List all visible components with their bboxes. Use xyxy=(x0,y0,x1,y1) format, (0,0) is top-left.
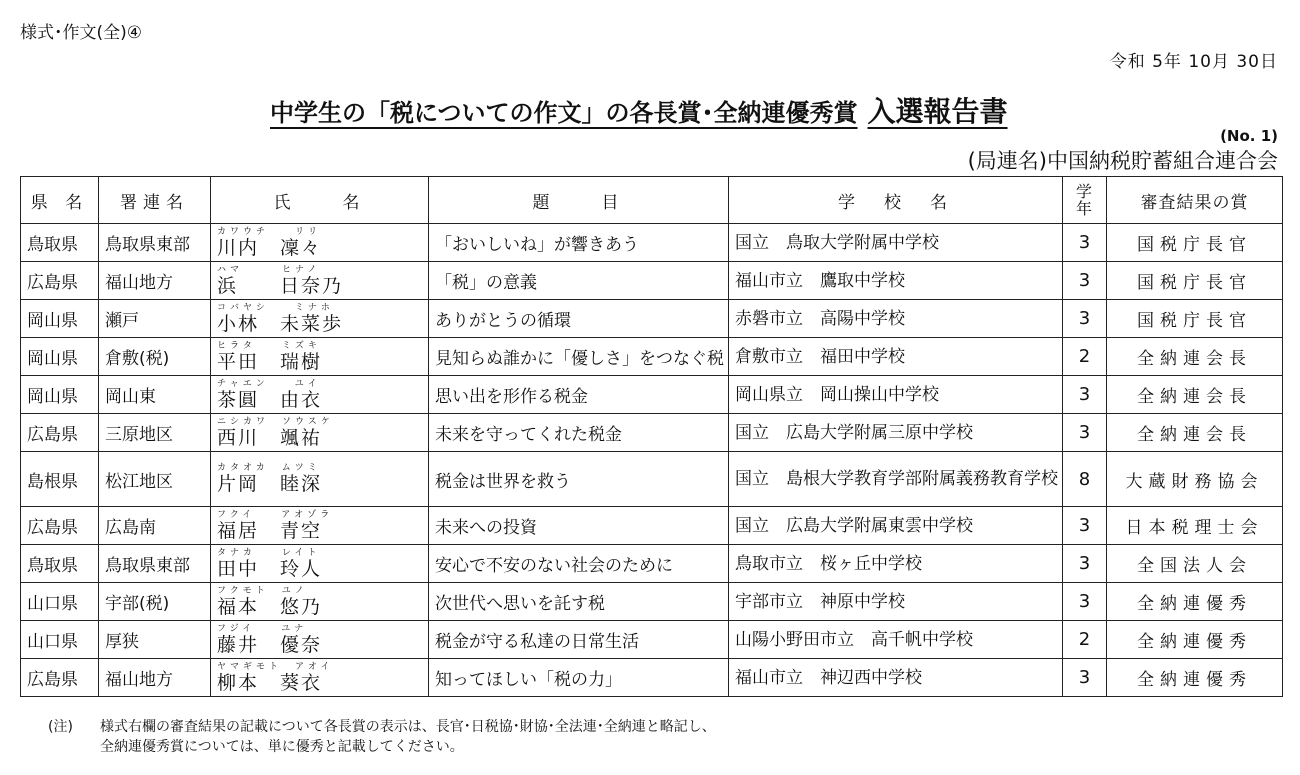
header-grade-text: 学年 xyxy=(1076,182,1099,218)
cell-award: 国税庁長官 xyxy=(1107,262,1283,300)
table-row xyxy=(21,659,1283,697)
cell-school: 国立 鳥取大学附属中学校 xyxy=(729,224,1063,262)
cell-award: 全納連会長 xyxy=(1107,414,1283,452)
cell-prefecture: 岡山県 xyxy=(21,300,99,338)
name-reading: ニシカワ ソウスケ xyxy=(217,416,334,427)
cell-award: 日本税理士会 xyxy=(1107,507,1283,545)
cell-name xyxy=(211,545,429,583)
name-reading: フクモト ユノ xyxy=(217,585,308,596)
cell-branch: 鳥取県東部 xyxy=(99,224,211,262)
title-main: 中学生の「税についての作文」の各長賞･全納連優秀賞 xyxy=(270,99,858,127)
cell-branch: 三原地区 xyxy=(99,414,211,452)
footnote-line-1: 様式右欄の審査結果の記載について各長賞の表示は、長官･日税協･財協･全法連･全納連と略記し、 xyxy=(100,719,716,735)
document-title xyxy=(270,90,1008,130)
cell-essay-title: 税金が守る私達の日常生活 xyxy=(429,621,729,659)
student-name: 福居 青空 xyxy=(217,519,323,542)
cell-prefecture: 岡山県 xyxy=(21,338,99,376)
cell-award: 国税庁長官 xyxy=(1107,224,1283,262)
cell-school: 宇部市立 神原中学校 xyxy=(729,583,1063,621)
cell-school: 鳥取市立 桜ヶ丘中学校 xyxy=(729,545,1063,583)
name-reading: フジイ ユナ xyxy=(217,623,308,634)
student-name: 茶圓 由衣 xyxy=(217,388,323,411)
footnote-line-2: 全納連優秀賞については、単に優秀と記載してください。 xyxy=(100,739,464,755)
name-reading: ヒラタ ミズキ xyxy=(217,340,321,351)
cell-grade: 2 xyxy=(1063,621,1107,659)
header-grade xyxy=(1063,177,1107,224)
cell-prefecture: 山口県 xyxy=(21,621,99,659)
cell-school: 福山市立 神辺西中学校 xyxy=(729,659,1063,697)
cell-school: 国立 広島大学附属東雲中学校 xyxy=(729,507,1063,545)
table-row xyxy=(21,262,1283,300)
cell-essay-title: 「税」の意義 xyxy=(429,262,729,300)
name-reading: コバヤシ ミナホ xyxy=(217,302,334,313)
cell-branch: 岡山東 xyxy=(99,376,211,414)
table-row xyxy=(21,507,1283,545)
cell-essay-title: 次世代へ思いを託す税 xyxy=(429,583,729,621)
cell-school: 赤磐市立 高陽中学校 xyxy=(729,300,1063,338)
name-reading: ヤマギモト アオイ xyxy=(217,661,334,672)
name-reading: タナカ レイト xyxy=(217,547,321,558)
cell-grade: 3 xyxy=(1063,659,1107,697)
cell-branch: 瀬戸 xyxy=(99,300,211,338)
student-name: 藤井 優奈 xyxy=(217,633,323,656)
cell-award: 全納連会長 xyxy=(1107,338,1283,376)
form-label: 様式･作文(全)④ xyxy=(20,23,143,43)
header-branch: 署連名 xyxy=(99,177,211,224)
header-award: 審査結果の賞 xyxy=(1107,177,1283,224)
name-reading: カタオカ ムツミ xyxy=(217,463,321,473)
student-name: 片岡 睦深 xyxy=(217,473,323,495)
cell-essay-title: 見知らぬ誰かに「優しさ」をつなぐ税 xyxy=(429,338,729,376)
cell-name xyxy=(211,376,429,414)
header-prefecture: 県 名 xyxy=(21,177,99,224)
cell-school: 山陽小野田市立 高千帆中学校 xyxy=(729,621,1063,659)
student-name: 田中 玲人 xyxy=(217,557,323,580)
footnote xyxy=(48,717,716,757)
student-name: 川内 凜々 xyxy=(217,236,323,259)
cell-essay-title: ありがとうの循環 xyxy=(429,300,729,338)
cell-essay-title: 安心で不安のない社会のために xyxy=(429,545,729,583)
cell-prefecture: 広島県 xyxy=(21,414,99,452)
table-row xyxy=(21,338,1283,376)
student-name: 浜 日奈乃 xyxy=(217,274,344,297)
cell-award: 全納連優秀 xyxy=(1107,621,1283,659)
cell-grade: 2 xyxy=(1063,338,1107,376)
cell-award: 全国法人会 xyxy=(1107,545,1283,583)
header-essay-title: 題 目 xyxy=(429,177,729,224)
cell-essay-title: 思い出を形作る税金 xyxy=(429,376,729,414)
cell-branch: 宇部(税) xyxy=(99,583,211,621)
cell-prefecture: 広島県 xyxy=(21,262,99,300)
cell-school: 国立 島根大学教育学部附属義務教育学校 xyxy=(729,452,1063,507)
cell-prefecture: 島根県 xyxy=(21,452,99,507)
cell-prefecture: 広島県 xyxy=(21,659,99,697)
cell-school: 福山市立 鷹取中学校 xyxy=(729,262,1063,300)
table-row xyxy=(21,414,1283,452)
table-row xyxy=(21,452,1283,507)
cell-name xyxy=(211,507,429,545)
student-name: 福本 悠乃 xyxy=(217,595,323,618)
cell-grade: 3 xyxy=(1063,507,1107,545)
cell-branch: 倉敷(税) xyxy=(99,338,211,376)
name-reading: チャエン ユイ xyxy=(217,378,321,389)
table-row xyxy=(21,224,1283,262)
name-reading: ハマ ヒナノ xyxy=(217,264,321,275)
cell-prefecture: 山口県 xyxy=(21,583,99,621)
name-reading: フクイ アオゾラ xyxy=(217,509,334,520)
table-header-row xyxy=(21,177,1283,224)
cell-grade: 3 xyxy=(1063,224,1107,262)
cell-grade: 3 xyxy=(1063,376,1107,414)
cell-school: 倉敷市立 福田中学校 xyxy=(729,338,1063,376)
organization-name: (局連名)中国納税貯蓄組合連合会 xyxy=(967,149,1278,173)
cell-branch: 松江地区 xyxy=(99,452,211,507)
page-number: (No. 1) xyxy=(1220,127,1278,145)
table-row xyxy=(21,545,1283,583)
name-reading: カワウチ リリ xyxy=(217,226,322,237)
cell-name xyxy=(211,338,429,376)
cell-award: 全納連優秀 xyxy=(1107,583,1283,621)
cell-branch: 福山地方 xyxy=(99,262,211,300)
header-name: 氏 名 xyxy=(211,177,429,224)
cell-name xyxy=(211,583,429,621)
cell-essay-title: 未来への投資 xyxy=(429,507,729,545)
cell-name xyxy=(211,224,429,262)
cell-branch: 福山地方 xyxy=(99,659,211,697)
cell-grade: 3 xyxy=(1063,414,1107,452)
cell-award: 大蔵財務協会 xyxy=(1107,452,1283,507)
cell-prefecture: 鳥取県 xyxy=(21,545,99,583)
header-school: 学 校 名 xyxy=(729,177,1063,224)
cell-branch: 広島南 xyxy=(99,507,211,545)
student-name: 平田 瑞樹 xyxy=(217,350,323,373)
cell-grade: 8 xyxy=(1063,452,1107,507)
table-row xyxy=(21,300,1283,338)
cell-branch: 鳥取県東部 xyxy=(99,545,211,583)
cell-grade: 3 xyxy=(1063,583,1107,621)
cell-award: 全納連優秀 xyxy=(1107,659,1283,697)
cell-essay-title: 未来を守ってくれた税金 xyxy=(429,414,729,452)
cell-school: 国立 広島大学附属三原中学校 xyxy=(729,414,1063,452)
student-name: 小林 未菜歩 xyxy=(217,312,344,335)
cell-name xyxy=(211,659,429,697)
cell-name xyxy=(211,262,429,300)
cell-prefecture: 広島県 xyxy=(21,507,99,545)
table-row xyxy=(21,376,1283,414)
cell-name xyxy=(211,414,429,452)
award-table xyxy=(20,176,1283,697)
student-name: 西川 颯祐 xyxy=(217,426,323,449)
cell-award: 全納連会長 xyxy=(1107,376,1283,414)
cell-prefecture: 岡山県 xyxy=(21,376,99,414)
cell-name xyxy=(211,621,429,659)
cell-branch: 厚狭 xyxy=(99,621,211,659)
cell-essay-title: 「おいしいね」が響きあう xyxy=(429,224,729,262)
table-row xyxy=(21,583,1283,621)
cell-name xyxy=(211,300,429,338)
cell-essay-title: 税金は世界を救う xyxy=(429,452,729,507)
cell-grade: 3 xyxy=(1063,262,1107,300)
cell-school: 岡山県立 岡山操山中学校 xyxy=(729,376,1063,414)
cell-grade: 3 xyxy=(1063,545,1107,583)
footnote-label: (注) xyxy=(48,719,73,735)
table-row xyxy=(21,621,1283,659)
cell-grade: 3 xyxy=(1063,300,1107,338)
report-date: 令和 5年 10月 30日 xyxy=(1109,52,1278,72)
student-name: 柳本 葵衣 xyxy=(217,671,323,694)
cell-name xyxy=(211,452,429,507)
title-suffix: 入選報告書 xyxy=(867,95,1008,128)
cell-award: 国税庁長官 xyxy=(1107,300,1283,338)
cell-essay-title: 知ってほしい「税の力」 xyxy=(429,659,729,697)
cell-prefecture: 鳥取県 xyxy=(21,224,99,262)
